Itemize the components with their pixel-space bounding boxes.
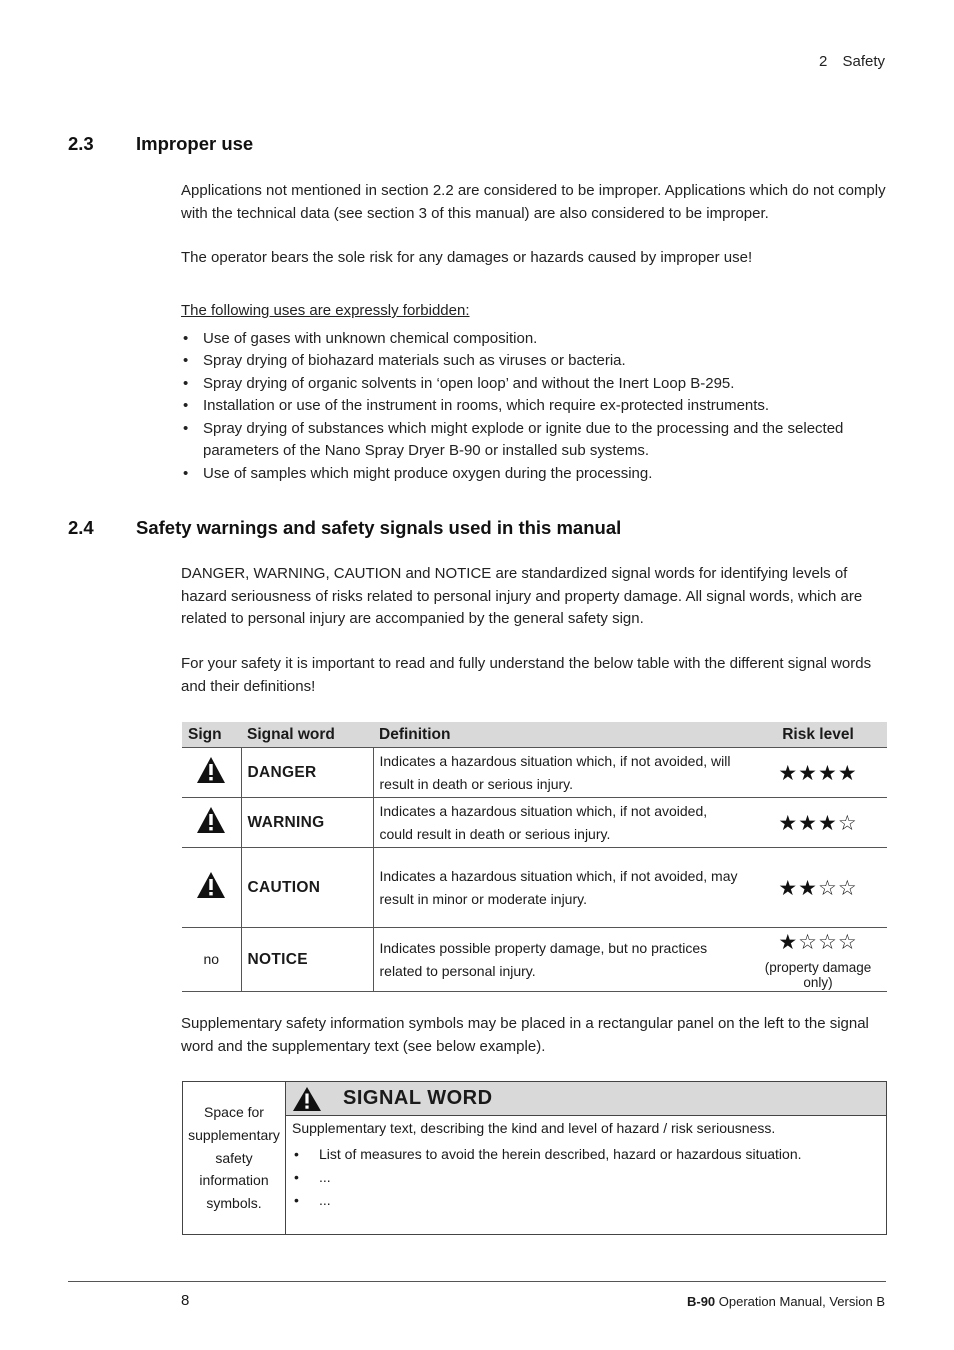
list-item: • Spray drying of biohazard materials such as viruses or bacteria. — [181, 350, 889, 373]
signal-word-caution: CAUTION — [241, 848, 373, 928]
running-header — [819, 53, 885, 70]
paragraph-text: The operator bears the sole risk for any damages or hazards caused by improper use! — [181, 249, 753, 266]
list-item: • Use of samples which might produce oxygen during the processing. — [181, 463, 889, 486]
signal-word-table — [182, 722, 887, 992]
sign-cell — [182, 848, 241, 928]
risk-level-cell — [749, 798, 887, 848]
paragraph-text: Applications not mentioned in section 2.2 are considered to be improper. Applications which do not comply with the technical data (see section 3 of this manual) are also considered to be improper. — [181, 182, 886, 222]
forbidden-list — [181, 328, 889, 486]
risk-stars: ★★☆☆ — [778, 875, 858, 900]
table-row — [182, 928, 887, 992]
table-row — [182, 798, 887, 848]
improper-use-paragraph — [181, 180, 889, 225]
table-row — [182, 748, 887, 798]
sign-cell — [182, 798, 241, 848]
signal-word-label: SIGNAL WORD — [343, 1087, 493, 1109]
supplementary-symbol-space — [183, 1082, 286, 1234]
sign-cell — [182, 748, 241, 798]
column-header-definition: Definition — [373, 722, 749, 748]
signal-word-warning: WARNING — [241, 798, 373, 848]
risk-level-cell — [749, 848, 887, 928]
footer-document-title — [687, 1294, 885, 1309]
supplementary-text-area — [292, 1117, 878, 1212]
definition-text: Indicates a hazardous situation which, if not avoided, will result in death or serious injury. — [373, 748, 749, 798]
supplementary-space-text: Space for supplementary safety information symbols. — [188, 1104, 280, 1212]
paragraph-text: For your safety it is important to read and fully understand the below table with the different signal words and their definitions! — [181, 655, 872, 695]
definition-text: Indicates possible property damage, but no practices related to personal injury. — [373, 928, 749, 992]
list-item: • ... — [292, 1189, 878, 1212]
no-sign-text: no — [203, 950, 220, 967]
operator-risk-paragraph — [181, 247, 889, 270]
risk-note: (property damage only) — [764, 959, 872, 990]
example-safety-panel — [182, 1081, 887, 1235]
page-number: 8 — [181, 1292, 190, 1309]
list-item: • Use of gases with unknown chemical composition. — [181, 328, 889, 351]
sign-cell — [182, 928, 241, 992]
warning-triangle-icon — [196, 756, 226, 784]
warning-triangle-icon — [292, 1086, 322, 1112]
risk-stars: ★★★☆ — [778, 810, 858, 835]
signal-words-paragraph — [181, 563, 889, 631]
column-header-signal-word: Signal word — [241, 722, 373, 748]
column-header-sign: Sign — [182, 722, 241, 748]
chapter-number: 2 — [818, 53, 828, 70]
chapter-title: Safety — [842, 53, 885, 70]
document-title: Operation Manual, Version B — [715, 1294, 885, 1309]
risk-stars: ★☆☆☆ — [778, 929, 858, 954]
warning-triangle-icon — [196, 871, 226, 899]
measures-list — [292, 1143, 878, 1212]
section-title: Safety warnings and safety signals used in this manual — [136, 517, 622, 538]
risk-level-cell — [749, 928, 887, 992]
section-number: 2.4 — [68, 517, 94, 538]
paragraph-text: Supplementary safety information symbols may be placed in a rectangular panel on the left to the signal word and the supplementary text (see below example). — [181, 1015, 869, 1055]
product-name: B-90 — [686, 1294, 716, 1309]
table-header-row — [182, 722, 887, 748]
signal-word-danger: DANGER — [241, 748, 373, 798]
warning-triangle-icon — [196, 806, 226, 834]
section-title: Improper use — [136, 133, 254, 154]
list-item: • List of measures to avoid the herein described, hazard or hazardous situation. — [292, 1143, 878, 1166]
column-header-risk-level: Risk level — [749, 722, 887, 748]
list-item: • ... — [292, 1166, 878, 1189]
risk-stars: ★★★★ — [778, 760, 858, 785]
list-item: • Spray drying of substances which might explode or ignite due to the processing and the selected parameters of the Nano Spray Dryer B-90 or installed sub systems. — [181, 418, 889, 463]
signal-word-notice: NOTICE — [241, 928, 373, 992]
list-item: • Installation or use of the instrument in rooms, which require ex-protected instruments. — [181, 395, 889, 418]
risk-level-cell — [749, 748, 887, 798]
safety-read-paragraph — [181, 653, 889, 698]
section-number: 2.3 — [68, 133, 94, 154]
definition-text: Indicates a hazardous situation which, if not avoided, may result in minor or moderate injury. — [373, 848, 749, 928]
forbidden-intro: The following uses are expressly forbidden: — [181, 302, 470, 319]
footer-divider — [68, 1281, 886, 1282]
supplementary-text: Supplementary text, describing the kind and level of hazard / risk seriousness. — [292, 1120, 776, 1136]
forbidden-uses — [181, 300, 889, 485]
table-row — [182, 848, 887, 928]
list-item: • Spray drying of organic solvents in ‘open loop’ and without the Inert Loop B-295. — [181, 373, 889, 396]
definition-text: Indicates a hazardous situation which, if not avoided, could result in death or serious injury. — [373, 798, 749, 848]
signal-word-header — [286, 1082, 886, 1116]
supplementary-paragraph — [181, 1013, 889, 1058]
paragraph-text: DANGER, WARNING, CAUTION and NOTICE are standardized signal words for identifying levels of hazard seriousness of risks related to personal injury and property damage. All signal words, which are related to personal injury are accompanied by the general safety sign. — [181, 565, 863, 627]
